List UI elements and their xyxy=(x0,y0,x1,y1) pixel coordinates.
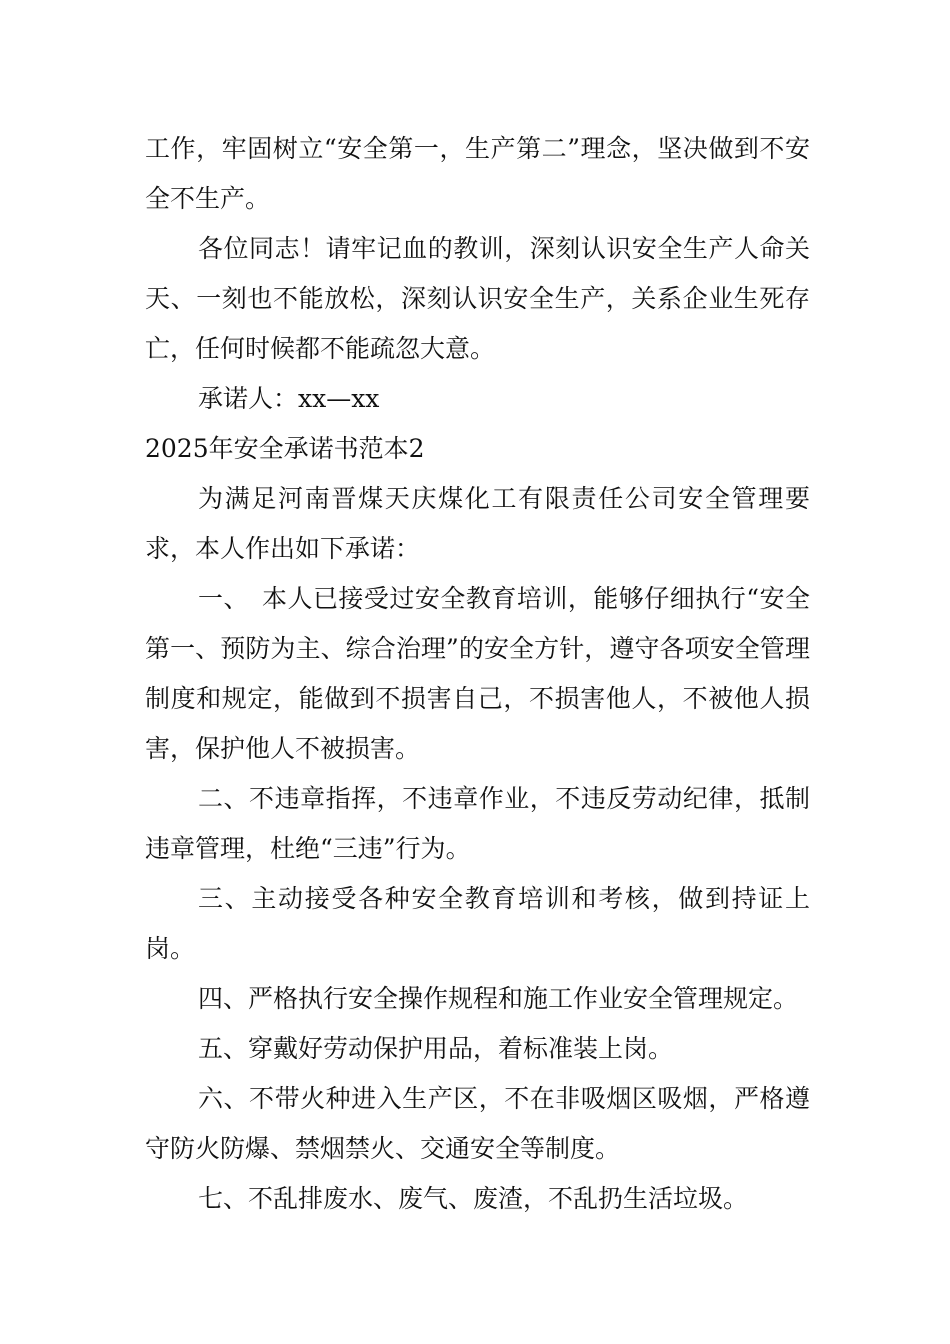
commitment-item-7: 七、不乱排废水、废气、废渣，不乱扔生活垃圾。 xyxy=(198,1184,749,1213)
commitment-item-4: 四、严格执行安全操作规程和施工作业安全管理规定。 xyxy=(198,984,799,1013)
commitment-item-5: 五、穿戴好劳动保护用品，着标准装上岗。 xyxy=(198,1034,674,1063)
paragraph-warning: 各位同志！请牢记血的教训，深刻认识安全生产人命关天、一刻也不能放松，深刻认识安全生产，关系企业生死存亡，任何时候都不能疏忽大意。 xyxy=(145,234,810,363)
commitment-item-2: 二、不违章指挥，不违章作业，不违反劳动纪律，抵制违章管理，杜绝“三违”行为。 xyxy=(145,784,810,863)
commitment-item-6: 六、不带火种进入生产区，不在非吸烟区吸烟，严格遵守防火防爆、禁烟禁火、交通安全等制度。 xyxy=(145,1084,810,1163)
signature-line: 承诺人：xx—xx xyxy=(198,384,380,413)
commitment-item-3: 三、主动接受各种安全教育培训和考核，做到持证上岗。 xyxy=(145,884,810,963)
section-title: 2025年安全承诺书范本2 xyxy=(145,434,425,463)
commitment-item-1: 一、 本人已接受过安全教育培训，能够仔细执行“安全第一、预防为主、综合治理”的安全方针，遵守各项安全管理制度和规定，能做到不损害自己，不损害他人，不被他人损害，保护他人不被损害。 xyxy=(145,584,810,763)
paragraph-continuation: 工作，牢固树立“安全第一，生产第二”理念，坚决做到不安全不生产。 xyxy=(145,134,810,213)
document-body xyxy=(145,124,810,1224)
paragraph-intro: 为满足河南晋煤天庆煤化工有限责任公司安全管理要求，本人作出如下承诺： xyxy=(145,484,810,563)
